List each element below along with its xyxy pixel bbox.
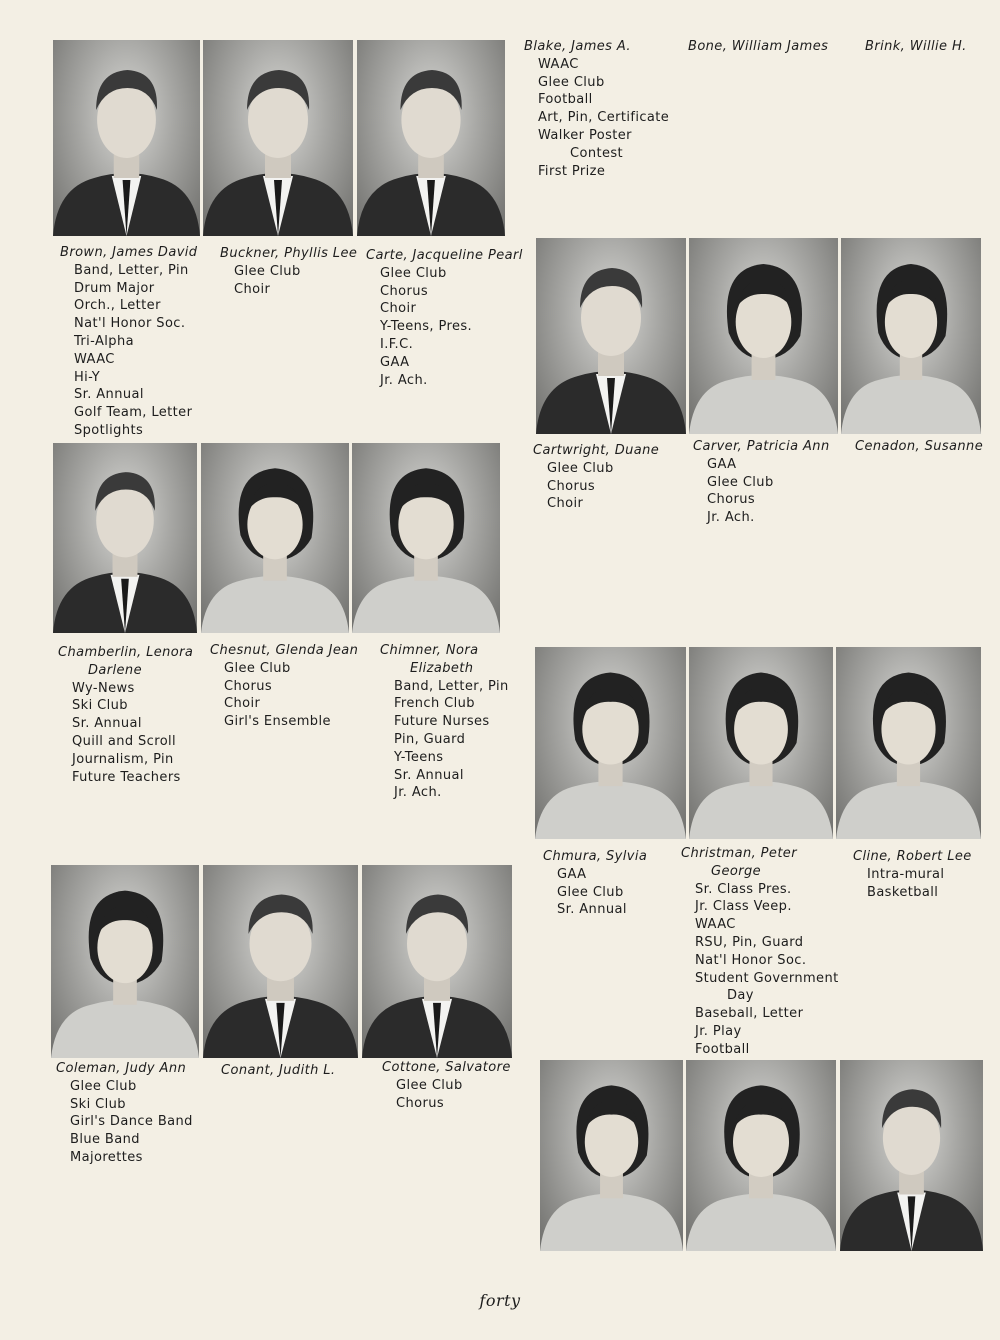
student-name-continued: George — [711, 863, 762, 879]
activity-item: Quill and Scroll — [72, 733, 177, 749]
activity-item: Chorus — [396, 1095, 445, 1111]
student-name: Coleman, Judy Ann — [56, 1061, 187, 1076]
portrait-photo — [203, 40, 353, 236]
activity-list — [210, 660, 358, 731]
portrait-photo — [686, 1060, 836, 1251]
activity-item: WAAC — [538, 56, 579, 72]
activity-item: Nat'l Honor Soc. — [695, 952, 807, 968]
activity-item: Golf Team, Letter — [74, 405, 193, 421]
activity-item: Football — [695, 1041, 750, 1057]
activity-list — [56, 1078, 193, 1167]
activity-item: Future Teachers — [72, 769, 181, 785]
student-entry — [56, 1060, 193, 1167]
activity-item: Chorus — [547, 478, 596, 494]
student-name: Chamberlin, Lenora — [58, 645, 194, 660]
student-entry — [865, 38, 967, 56]
activity-item: Glee Club — [557, 884, 624, 900]
activity-item: Sr. Annual — [74, 387, 144, 403]
activity-list — [382, 1077, 511, 1113]
activity-list — [60, 262, 197, 440]
activity-item: Jr. Play — [695, 1023, 742, 1039]
student-name: Brown, James David — [60, 245, 198, 260]
student-name: Bone, William James — [688, 39, 829, 54]
student-entry — [366, 247, 523, 389]
activity-item: Glee Club — [396, 1077, 463, 1093]
activity-item: I.F.C. — [380, 336, 414, 352]
portrait-photo — [836, 647, 981, 839]
portrait-photo — [203, 865, 358, 1058]
student-name-continued: Darlene — [88, 662, 142, 678]
student-entry — [58, 644, 193, 786]
activity-item: Walker Poster — [538, 127, 632, 143]
portrait-photo — [53, 40, 200, 236]
student-name: Chimner, Nora — [380, 643, 479, 658]
activity-item: Jr. Ach. — [380, 372, 428, 388]
portrait-photo — [841, 238, 981, 434]
activity-item: Band, Letter, Pin — [74, 262, 189, 278]
student-name: Cline, Robert Lee — [853, 849, 972, 864]
activity-item: Glee Club — [380, 265, 447, 281]
activity-item: Football — [538, 92, 593, 108]
student-entry — [524, 38, 669, 180]
activity-list — [58, 680, 193, 787]
activity-list — [853, 866, 972, 902]
student-entry — [210, 642, 358, 731]
activity-item: Ski Club — [70, 1096, 126, 1112]
activity-item: GAA — [707, 456, 737, 472]
student-name: Christman, Peter — [681, 846, 797, 861]
activity-item: Tri-Alpha — [74, 333, 134, 349]
activity-item: First Prize — [538, 163, 606, 179]
student-name: Conant, Judith L. — [221, 1063, 336, 1078]
activity-item: WAAC — [695, 917, 736, 933]
activity-list — [681, 881, 839, 1059]
activity-item: Choir — [234, 281, 271, 297]
activity-item: Choir — [547, 496, 584, 512]
activity-item: Choir — [224, 696, 261, 712]
student-name-continued: Elizabeth — [410, 660, 474, 676]
portrait-photo — [362, 865, 512, 1058]
activity-item: Glee Club — [70, 1078, 137, 1094]
student-name: Cartwright, Duane — [533, 443, 660, 458]
activity-item: Baseball, Letter — [695, 1006, 804, 1022]
activity-item: Chorus — [224, 678, 273, 694]
activity-item: Jr. Ach. — [707, 510, 755, 526]
portrait-photo — [689, 647, 833, 839]
portrait-photo — [357, 40, 505, 236]
activity-item: Girl's Dance Band — [70, 1114, 193, 1130]
student-name: Brink, Willie H. — [865, 39, 967, 54]
activity-item: Sr. Annual — [72, 716, 142, 732]
activity-item: Art, Pin, Certificate — [538, 110, 670, 126]
portrait-photo — [840, 1060, 983, 1251]
portrait-photo — [540, 1060, 683, 1251]
activity-list — [524, 56, 669, 181]
student-entry — [681, 845, 839, 1059]
activity-item: Choir — [380, 301, 417, 317]
page-number: forty — [479, 1291, 521, 1310]
activity-list — [220, 263, 357, 299]
activity-list — [693, 456, 830, 527]
student-entry — [221, 1062, 335, 1080]
activity-item: Basketball — [867, 884, 939, 900]
activity-item: French Club — [394, 696, 475, 712]
student-entry — [533, 442, 659, 513]
student-name: Chmura, Sylvia — [543, 849, 648, 864]
activity-item: Ski Club — [72, 698, 128, 714]
activity-item: Journalism, Pin — [72, 751, 174, 767]
student-entry — [380, 642, 509, 802]
activity-item: RSU, Pin, Guard — [695, 934, 804, 950]
activity-item: GAA — [380, 354, 410, 370]
activity-item: Sr. Class Pres. — [695, 881, 792, 897]
activity-item: Orch., Letter — [74, 298, 161, 314]
activity-list — [366, 265, 523, 390]
activity-item: Glee Club — [547, 460, 614, 476]
portrait-photo — [689, 238, 838, 434]
student-name: Carte, Jacqueline Pearl — [366, 248, 523, 263]
student-entry — [688, 38, 828, 56]
student-name: Cottone, Salvatore — [382, 1060, 511, 1075]
portrait-photo — [201, 443, 349, 633]
activity-item: Future Nurses — [394, 714, 490, 730]
activity-item: GAA — [557, 866, 587, 882]
activity-item: Glee Club — [538, 74, 605, 90]
activity-item: Glee Club — [234, 263, 301, 279]
student-name: Cenadon, Susanne — [855, 439, 984, 454]
activity-item: Sr. Annual — [394, 767, 464, 783]
activity-item: Student Government — [695, 970, 839, 986]
student-name: Buckner, Phyllis Lee — [220, 246, 358, 261]
activity-item: Chorus — [707, 492, 756, 508]
portrait-photo — [51, 865, 199, 1058]
student-name: Carver, Patricia Ann — [693, 439, 830, 454]
activity-item: Jr. Class Veep. — [695, 899, 792, 915]
student-entry — [693, 438, 830, 527]
student-entry — [855, 438, 983, 456]
activity-item: Day — [727, 988, 754, 1004]
portrait-photo — [352, 443, 500, 633]
student-name: Blake, James A. — [524, 39, 631, 54]
activity-list — [380, 678, 509, 803]
activity-item: WAAC — [74, 351, 115, 367]
portrait-photo — [536, 238, 686, 434]
activity-item: Intra-mural — [867, 866, 945, 882]
activity-item: Spotlights — [74, 422, 144, 438]
activity-item: Y-Teens, Pres. — [380, 319, 473, 335]
activity-item: Sr. Annual — [557, 902, 627, 918]
activity-item: Girl's Ensemble — [224, 714, 331, 730]
activity-item: Blue Band — [70, 1132, 140, 1148]
activity-item: Hi-Y — [74, 369, 101, 385]
student-entry — [60, 244, 197, 440]
activity-item: Glee Club — [224, 660, 291, 676]
activity-item: Chorus — [380, 283, 429, 299]
portrait-photo — [53, 443, 197, 633]
activity-list — [533, 460, 659, 513]
activity-item: Drum Major — [74, 280, 155, 296]
student-entry — [220, 245, 357, 298]
activity-item: Jr. Ach. — [394, 785, 442, 801]
student-name: Chesnut, Glenda Jean — [210, 643, 359, 658]
activity-list — [543, 866, 647, 919]
portrait-photo — [535, 647, 686, 839]
student-entry — [543, 848, 647, 919]
activity-item: Y-Teens — [394, 749, 444, 765]
activity-item: Wy-News — [72, 680, 135, 696]
activity-item: Contest — [570, 145, 624, 161]
student-entry — [382, 1059, 511, 1112]
activity-item: Glee Club — [707, 474, 774, 490]
activity-item: Pin, Guard — [394, 731, 466, 747]
student-entry — [853, 848, 972, 901]
activity-item: Band, Letter, Pin — [394, 678, 509, 694]
activity-item: Majorettes — [70, 1149, 143, 1165]
activity-item: Nat'l Honor Soc. — [74, 316, 186, 332]
